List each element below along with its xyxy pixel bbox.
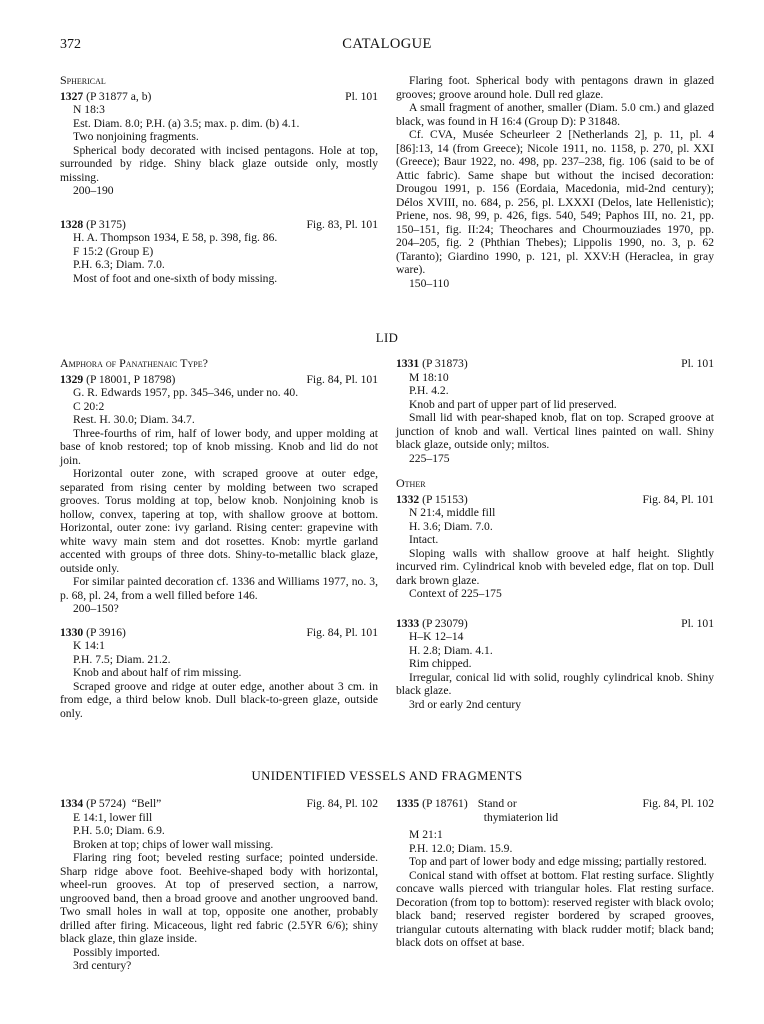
deposit-line: M 21:1 [409, 828, 443, 841]
inventory-number: (P 31873) [422, 357, 468, 370]
condition: Three-fourths of rim, half of lower body, and upper molding at base of knob restored; top of knob missing. Knob and lid do not join. [60, 426, 378, 467]
dimension-line: Est. Diam. 8.0; P.H. (a) 3.5; max. p. dim. (b) 4.1. [73, 116, 300, 130]
entry-head [396, 617, 714, 631]
description: Small lid with pear-shaped knob, flat on top. Scraped groove at junction of knob and wall. Vertical lines painted on wall. Shiny black glaze, outside only; miltos. [396, 411, 714, 451]
condition-line: Rim chipped. [409, 657, 472, 670]
related-fragment-note: A small fragment of another, smaller (Diam. 5.0 cm.) and glazed black, was found in H 16:4 (Group D): P 31848. [396, 101, 714, 128]
entry-number: 1332 [396, 492, 420, 506]
entry-id [396, 357, 468, 371]
condition-line: Two nonjoining fragments. [73, 130, 199, 143]
entry-head [396, 493, 714, 507]
figure-plate-reference: Fig. 84, Pl. 101 [306, 372, 378, 386]
entry-head [60, 373, 378, 387]
inventory-number: (P 15153) [422, 492, 468, 506]
note-line: Possibly imported. [73, 945, 160, 959]
entry-number: 1335 [396, 797, 420, 810]
section-heading-unidentified: UNIDENTIFIED VESSELS AND FRAGMENTS [251, 769, 523, 783]
comparanda: For similar painted decoration cf. 1336 and Williams 1977, no. 3, p. 68, pl. 24, from a well filled before 146. [60, 575, 378, 602]
figure-plate-reference: Fig. 84, Pl. 102 [306, 797, 378, 810]
entry-head [60, 797, 378, 811]
page-header [60, 38, 714, 58]
condition-line: Most of foot and one-sixth of body missing. [73, 271, 278, 285]
object-label-line-1: Stand or [477, 797, 517, 810]
inventory-number: (P 31877 a, b) [86, 89, 152, 103]
deposit-line: N 21:4, middle fill [409, 506, 496, 519]
inventory-number: (P 18761) [422, 797, 468, 810]
plate-reference: Pl. 101 [345, 89, 378, 103]
right-column-upper [396, 74, 714, 290]
entry-number: 1328 [60, 217, 84, 231]
left-column-upper [60, 74, 378, 285]
entry-head [60, 90, 378, 104]
entry-id [60, 626, 126, 640]
dimension-line: Rest. H. 30.0; Diam. 34.7. [73, 413, 195, 426]
dimension-line: H. 3.6; Diam. 7.0. [409, 519, 493, 533]
right-column-unidentified [396, 797, 714, 950]
entry-number: 1330 [60, 625, 84, 639]
object-label: “Bell” [131, 797, 162, 810]
description: Horizontal outer zone, with scraped groove at outer edge, separated from rising center by molding between two scraped grooves. Torus molding at top, below knob. Nonjoining knob is hollow, convex, tapering at top, with shallow groove at bottom. Horizontal, outer zone: ivy garland. Rising center: grapevine with white wavy main stem and dot rosettes. Knob: myrtle garland accented with groups of three dots. Shiny-to-metallic black glaze, outside only. [60, 467, 378, 575]
entry-id [60, 218, 126, 232]
description: Scraped groove and ridge at outer edge, another about 3 cm. in from edge, a third below knob. Dull black-to-green glaze, outside only. [60, 679, 378, 720]
condition-line: Knob and about half of rim missing. [73, 666, 242, 679]
date-line: 3rd century? [73, 959, 132, 972]
description: Irregular, conical lid with solid, roughly cylindrical knob. Shiny black glaze. [396, 670, 714, 697]
dimension-line: P.H. 6.3; Diam. 7.0. [73, 258, 165, 271]
date-line: Context of 225–175 [409, 587, 502, 600]
description: Sloping walls with shallow groove at half height. Slightly incurved rim. Cylindrical knob with beveled edge, flat on top. Dull dark brown glaze. [396, 546, 714, 587]
plate-reference: Pl. 101 [681, 616, 714, 630]
inventory-number: (P 5724) [86, 797, 126, 810]
page-number: 372 [60, 37, 81, 52]
bibliography-line: G. R. Edwards 1957, pp. 345–346, under no. 40. [73, 386, 299, 399]
condition-line: Knob and part of upper part of lid preserved. [409, 397, 617, 411]
entry-1328 [60, 218, 378, 286]
condition-line: Intact. [409, 533, 439, 546]
entry-number: 1327 [60, 89, 84, 103]
entry-1333 [396, 617, 714, 712]
date-line: 200–190 [73, 184, 114, 197]
subhead-spherical: Spherical [60, 73, 106, 87]
dimension-line: P.H. 5.0; Diam. 6.9. [73, 824, 165, 837]
deposit-line: K 14:1 [73, 639, 105, 652]
description: Conical stand with offset at bottom. Flat resting surface. Slightly concave walls pierced with triangular holes. Flat resting surface. Decoration (from top to bottom): reserved register with black ovolo; black band; reserved register bordered by scraped grooves, triangular cutouts alternating with black rudder motif; black band; black dots on offset at base. [396, 868, 714, 949]
entry-1335 [396, 797, 714, 950]
figure-plate-reference: Fig. 84, Pl. 101 [642, 492, 714, 506]
figure-plate-reference: Fig. 84, Pl. 101 [306, 625, 378, 639]
condition-line: Broken at top; chips of lower wall missing. [73, 837, 274, 851]
entry-number: 1334 [60, 797, 84, 810]
inventory-number: (P 18001, P 18798) [86, 372, 176, 386]
bibliography-line: H. A. Thompson 1934, E 58, p. 398, fig. 86. [73, 231, 278, 244]
entry-number: 1333 [396, 616, 420, 630]
date-line: 150–110 [409, 276, 450, 290]
dimension-line: P.H. 4.2. [409, 384, 449, 397]
entry-id [60, 90, 151, 104]
plate-reference: Pl. 101 [681, 357, 714, 370]
description: Spherical body decorated with incised pentagons. Hole at top, surrounded by ridge. Shiny black glaze outside only, mostly missing. [60, 143, 378, 184]
entry-1332 [396, 493, 714, 601]
deposit-line: F 15:2 (Group E) [73, 244, 154, 258]
inventory-number: (P 23079) [422, 616, 468, 630]
object-label [468, 797, 643, 824]
date-line: 225–175 [409, 451, 450, 465]
deposit-line: M 18:10 [409, 370, 449, 384]
left-column-lid [60, 357, 378, 720]
figure-plate-reference: Fig. 83, Pl. 101 [306, 217, 378, 231]
inventory-number: (P 3175) [86, 217, 126, 231]
entry-head [396, 357, 714, 371]
entry-id [396, 493, 468, 507]
entry-head [396, 797, 714, 824]
entry-1331 [396, 357, 714, 465]
entry-1334 [60, 797, 378, 973]
entry-id [396, 617, 468, 631]
entry-id [60, 797, 161, 811]
description: Flaring ring foot; beveled resting surface; pointed underside. Sharp ridge above foot. Beehive-shaped body with horizontal, wheel-run grooves. At top of preserved section, a narrow, ungrooved band, then a broad groove and another ungrooved band. Two small holes in wall at top, opposite one another, probably drilled after firing. Micaceous, light red fabric (2.5YR 6/6); shiny black glaze, thin glaze inside. [60, 851, 378, 945]
date-line: 200–150? [73, 602, 119, 615]
deposit-line: C 20:2 [73, 399, 105, 413]
entry-number: 1329 [60, 372, 84, 386]
left-column-unidentified [60, 797, 378, 973]
entry-id [60, 373, 175, 387]
dimension-line: H. 2.8; Diam. 4.1. [409, 643, 493, 657]
entry-number: 1331 [396, 357, 420, 370]
running-title: CATALOGUE [342, 36, 432, 52]
entry-id [396, 797, 468, 811]
entry-1328-continued [396, 74, 714, 290]
deposit-line: N 18:3 [73, 103, 105, 116]
description: Flaring foot. Spherical body with pentagons drawn in glazed grooves; groove around hole. Dull red glaze. [396, 74, 714, 101]
subhead-amphora: Amphora of Panathenaic Type? [60, 356, 208, 370]
inventory-number: (P 3916) [86, 625, 126, 639]
right-column-lid [396, 357, 714, 711]
condition: Top and part of lower body and edge missing; partially restored. [409, 855, 707, 868]
entry-head [60, 626, 378, 640]
dimension-line: P.H. 7.5; Diam. 21.2. [73, 652, 171, 666]
object-label-line-2: thymiaterion lid [483, 810, 559, 824]
deposit-line: E 14:1, lower fill [73, 810, 153, 824]
entry-1329 [60, 373, 378, 616]
entry-head [60, 218, 378, 232]
figure-plate-reference: Fig. 84, Pl. 102 [642, 797, 714, 810]
entry-1327 [60, 90, 378, 198]
dimension-line: P.H. 12.0; Diam. 15.9. [409, 841, 513, 855]
deposit-line: H–K 12–14 [409, 630, 464, 643]
subhead-other: Other [396, 476, 426, 490]
comparanda: Cf. CVA, Musée Scheurleer 2 [Netherlands 2], p. 11, pl. 4 [86]:13, 14 (from Greece); Nicole 1911, no. 1158, p. 270, pl. XXI (Greece); Baur 1922, no. 498, pp. 237–238, fig. 106 (said to be of Attic fabric). Same shape but without the incised decoration: Drougou 1991, p. 156 (Eordaia, Macedonia, mid-2nd century); Délos XVIII, no. 684, p. 256, pl. LXXXI (Delos, late Hellenistic); Priene, nos. 98, 99, p. 426, figs. 540, 549; Paphos III, no. 21, pp. 150–151, fig. II:24; Theochares and Chourmouziades 1970, pp. 204–205, fig. 2 (Phthian Thebes); Lippolis 1990, no. 3, p. 62 (Taranto); Giardino 1990, p. 121, pl. XXV:H (Heraclea, in gray ware). [396, 128, 714, 276]
section-heading-lid: LID [375, 331, 399, 345]
date-line: 3rd or early 2nd century [409, 697, 522, 711]
entry-1330 [60, 626, 378, 721]
